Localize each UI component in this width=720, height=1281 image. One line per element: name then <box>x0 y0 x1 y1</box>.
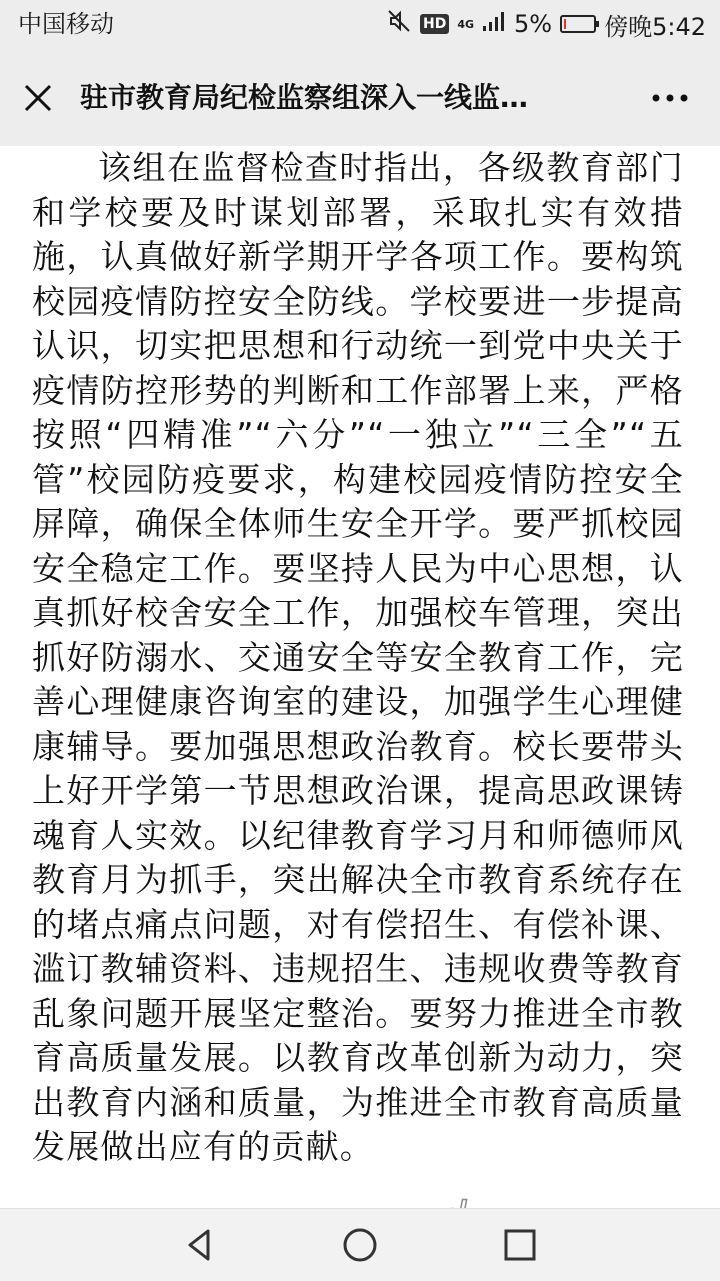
status-icons <box>386 8 706 40</box>
more-icon[interactable] <box>646 78 694 118</box>
status-bar <box>0 0 720 48</box>
battery-percent: 5% <box>514 10 553 38</box>
mute-icon <box>386 8 412 40</box>
page-title: 驻市教育局纪检监察组深入一线监… <box>80 81 529 114</box>
network-type: 4G <box>457 17 475 31</box>
signal-icon <box>482 10 506 38</box>
close-icon[interactable] <box>18 78 58 118</box>
battery-icon <box>560 15 596 33</box>
carrier-name: 中国移动 <box>18 10 114 38</box>
article-body <box>32 146 684 1208</box>
recents-icon[interactable] <box>498 1223 542 1267</box>
battery-level <box>564 19 566 29</box>
navigation-bar <box>0 1208 720 1281</box>
home-icon[interactable] <box>338 1223 382 1267</box>
clock: 傍晚5:42 <box>604 12 706 41</box>
title-bar <box>0 48 720 146</box>
article-paragraph: 该组在监督检查时指出，各级教育部门和学校要及时谋划部署，采取扎实有效措施，认真做好新学期开学各项工作。要构筑校园疫情防控安全防线。学校要进一步提高认识，切实把思想和行动统一到党中央关于疫情防控形势的判断和工作部署上来，严格按照“四精准”“六分”“一独立”“三全”“五管”校园防疫要求，构建校园疫情防控安全屏障，确保全体师生安全开学。要严抓校园安全稳定工作。要坚持人民为中心思想，认真抓好校舍安全工作，加强校车管理，突出抓好防溺水、交通安全等安全教育工作，完善心理健康咨询室的建设，加强学生心理健康辅导。要加强思想政治教育。校长要带头上好开学第一节思想政治课，提高思政课铸魂育人实效。以纪律教育学习月和师德师风教育月为抓手，突出解决全市教育系统存在的堵点痛点问题，对有偿招生、有偿补课、滥订教辅资料、违规招生、违规收费等教育乱象问题开展坚定整治。要努力推进全市教育高质量发展。以教育改革创新为动力，突出教育内涵和质量，为推进全市教育高质量发展做出应有的贡献。 <box>32 148 684 1166</box>
hd-icon: HD <box>420 14 449 34</box>
back-icon[interactable] <box>178 1223 222 1267</box>
